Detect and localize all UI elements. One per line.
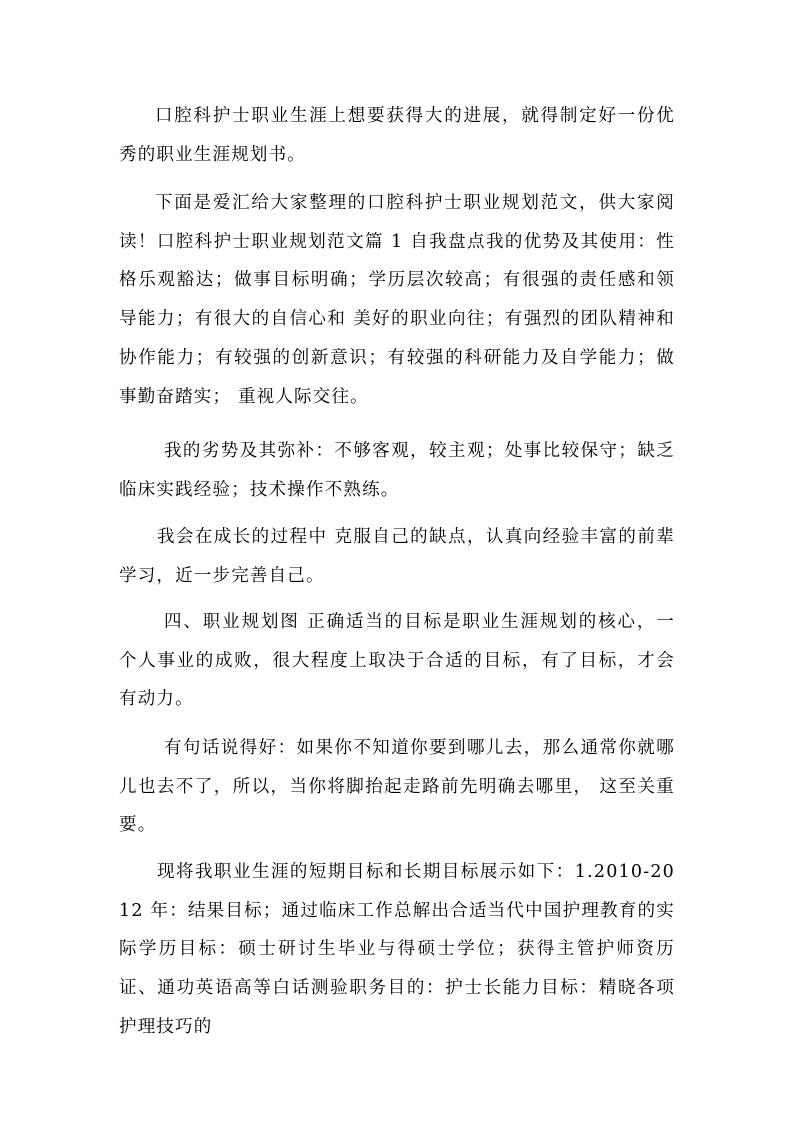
paragraph-goals: 现将我职业生涯的短期目标和长期目标展示如下：1.2010-2012 年：结果目标；通过临床工作总解出合适当代中国护理教育的实际学历目标：硕士研讨生毕业与得硕士学位；获得主管护师资历证、通功英语高等白话测验职务目的：护士长能力目标：精晓各项护理技巧的 bbox=[119, 862, 675, 1037]
paragraph-improvement: 我会在成长的过程中 克服自己的缺点，认真向经验丰富的前辈学习，近一步完善自己。 bbox=[119, 527, 675, 586]
paragraph-intro: 口腔科护士职业生涯上想要获得大的进展，就得制定好一份优秀的职业生涯规划书。 bbox=[119, 106, 675, 165]
paragraph-career-plan: 四、职业规划图 正确适当的目标是职业生涯规划的核心，一个人事业的成败，很大程度上取决于合适的目标，有了目标，才会有动力。 bbox=[119, 612, 675, 710]
paragraph-weaknesses: 我的劣势及其弥补：不够客观，较主观；处事比较保守；缺乏临床实践经验；技术操作不熟练。 bbox=[119, 441, 675, 500]
paragraph-saying: 有句话说得好：如果你不知道你要到哪儿去，那么通常你就哪儿也去不了，所以，当你将脚抬起走路前先明确去哪里， 这至关重要。 bbox=[119, 738, 675, 836]
paragraph-strengths: 下面是爱汇给大家整理的口腔科护士职业规划范文，供大家阅读！口腔科护士职业规划范文篇 1 自我盘点我的优势及其使用：性格乐观豁达；做事目标明确；学历层次较高；有很强的责任感和领导能力；有很大的自信心和 美好的职业向往；有强烈的团队精神和协作能力；有较强的创新意识；有较强的科研能力及自学能力；做事勤奋踏实； 重视人际交往。 bbox=[119, 193, 675, 407]
